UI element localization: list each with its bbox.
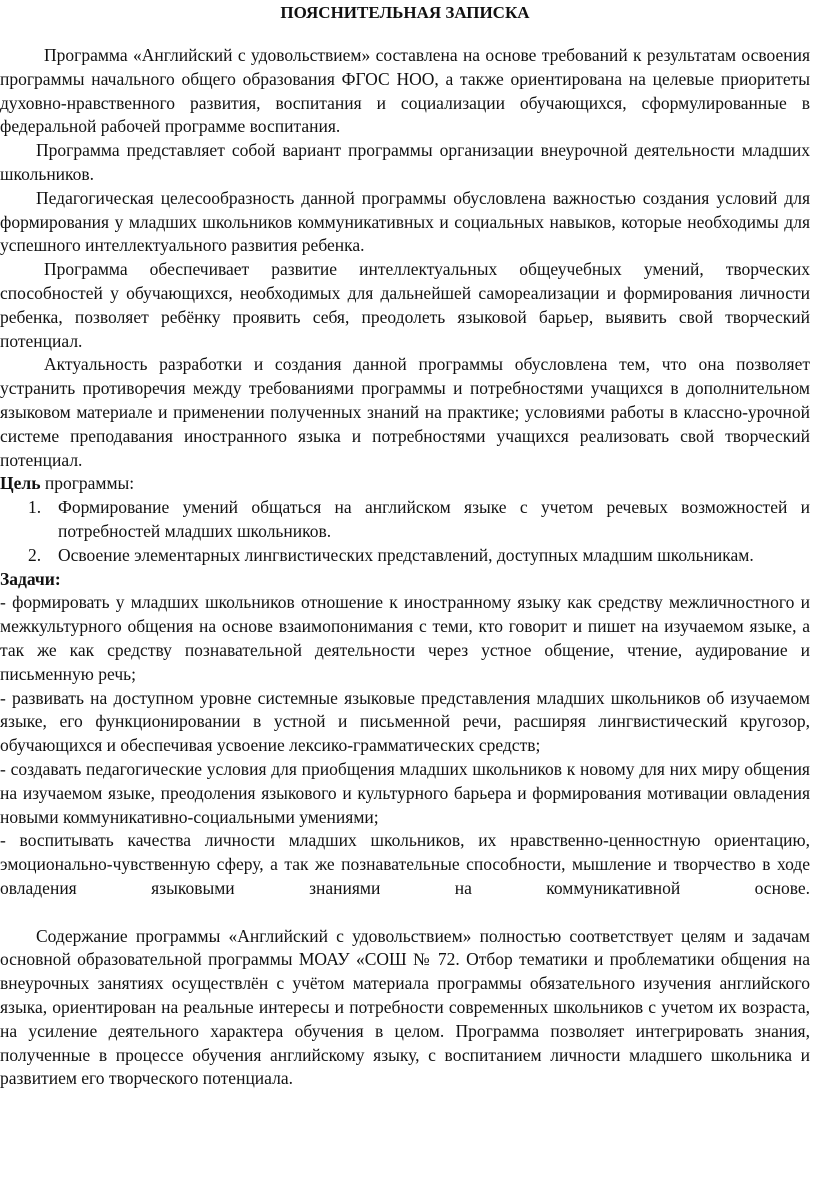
task-item: - формировать у младших школьников отношение к иностранному языку как средству межличностного и межкультурного общения на основе взаимопонимания с теми, кто говорит и пишет на изучаемом языке, а так же как средству познавательной деятельности через устное общение, чтение, аудирование и письменную речь; — [0, 592, 810, 684]
paragraph-program-basis: Программа «Английский с удовольствием» составлена на основе требований к результатам освоения программы начального общего образования ФГОС НОО, а также ориентирована на целевые приоритеты духовно-нравственного развития, воспитания и социализации обучающихся, сформулированные в федеральной рабочей программе воспитания. — [0, 45, 810, 137]
goal-item-number: 1. — [28, 497, 42, 518]
document-title: ПОЯСНИТЕЛЬНАЯ ЗАПИСКА — [280, 3, 530, 22]
goal-item — [28, 496, 810, 544]
goal-item-text: Освоение элементарных лингвистических представлений, доступных младшим школьникам. — [58, 544, 754, 565]
goal-item-text: Формирование умений общаться на английском языке с учетом речевых возможностей и потребностей младших школьников. — [58, 497, 810, 541]
goal-heading — [0, 472, 810, 496]
tasks-heading: Задачи: — [0, 568, 61, 589]
paragraph-program-variant: Программа представляет собой вариант программы организации внеурочной деятельности младших школьников. — [0, 140, 810, 184]
paragraph-program-content: Содержание программы «Английский с удовольствием» полностью соответствует целям и задачам основной образовательной программы МОАУ «СОШ № 72. Отбор тематики и проблематики общения на внеурочных занятиях осуществлён с учётом материала программы обязательного изучения английского языка, ориентирован на реальные интересы и потребности современных школьников с учетом их возраста, на усиление деятельного характера обучения в целом. Программа позволяет интегрировать знания, полученные в процессе обучения английскому языку, с воспитанием личности младшего школьника и развитием его творческого потенциала. — [0, 925, 810, 1089]
paragraph-program-provides: Программа обеспечивает развитие интеллектуальных общеучебных умений, творческих способностей у обучающихся, необходимых для дальнейшей самореализации и формирования личности ребенка, позволяет ребёнку проявить себя, преодолеть языковой барьер, выявить свой творческий потенциал. — [0, 259, 810, 351]
goal-list — [0, 496, 810, 567]
goal-label: Цель — [0, 473, 41, 494]
paragraph-relevance: Актуальность разработки и создания данной программы обусловлена тем, что она позволяет устранить противоречия между требованиями программы и потребностями учащихся в дополнительном языковом материале и применении полученных знаний на практике; условиями работы в классно-урочной системе преподавания иностранного языка и потребностями учащихся реализовать свой творческий потенциал. — [0, 354, 810, 470]
goal-item-number: 2. — [28, 544, 42, 565]
goal-item — [28, 544, 810, 568]
section-spacer — [0, 901, 810, 925]
task-item: - создавать педагогические условия для приобщения младших школьников к новому для них миру общения на изучаемом языке, преодоления языкового и культурного барьера и формирования мотивации овладения новыми коммуникативно-социальными умениями; — [0, 758, 810, 827]
goal-suffix: программы: — [40, 473, 135, 494]
task-item: - воспитывать качества личности младших школьников, их нравственно-ценностную ориентацию, эмоционально-чувственную сферу, а так же познавательные способности, мышление и творчество в ходе овладения языковыми знаниями на коммуникативной основе. — [0, 830, 810, 898]
paragraph-pedagogical-expediency: Педагогическая целесообразность данной программы обусловлена важностью создания условий для формирования у младших школьников коммуникативных и социальных навыков, которые необходимы для успешного интеллектуального развития ребенка. — [0, 187, 810, 256]
task-item: - развивать на доступном уровне системные языковые представления младших школьников об изучаемом языке, его функционировании в устной и письменной речи, расширяя лингвистический кругозор, обучающихся и обеспечивая усвоение лексико-грамматических средств; — [0, 687, 810, 756]
